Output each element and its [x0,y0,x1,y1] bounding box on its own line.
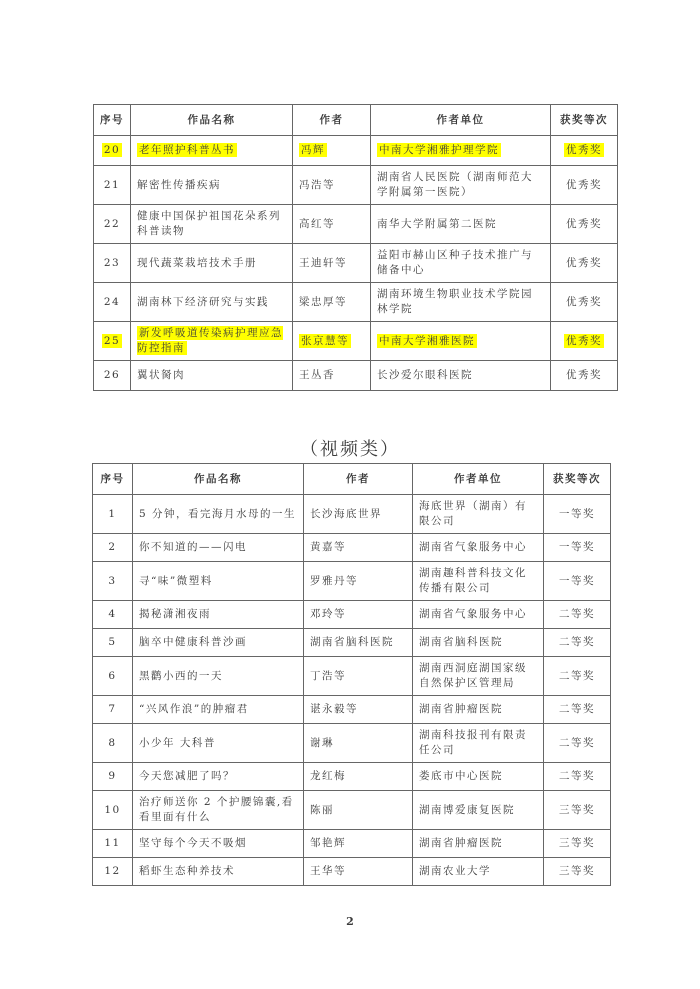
cell-author [293,322,371,361]
cell-text: 湖南省脑科医院 [419,636,503,648]
cell-text: 海底世界（湖南）有限公司 [419,500,527,527]
cell-text: 湖南省人民医院（湖南师范大学附属第一医院） [377,171,533,198]
cell-text: 坚守每个今天不吸烟 [139,837,247,849]
cell-unit [371,283,551,322]
cell-unit [413,657,544,696]
table-row [93,657,611,696]
cell-award [551,136,618,166]
cell-author [293,244,371,283]
cell-text: 今天您减肥了吗？ [139,770,235,782]
table-row [93,601,611,629]
cell-text: 湖南趣科普科技文化传播有限公司 [419,567,527,594]
cell-text: 1 [108,507,117,520]
cell-text: 谌永毅等 [310,703,358,715]
cell-text: 优秀奖 [566,295,602,308]
cell-text: 2 [108,541,117,553]
cell-author [304,562,413,601]
table-row [93,696,611,724]
cell-text: 优秀奖 [566,369,602,381]
cell-text: 南华大学附属第二医院 [377,217,497,230]
cell-award [544,601,611,629]
cell-title [133,657,304,696]
cell-text: “兴风作浪”的肿瘤君 [139,703,249,715]
table-row [93,562,611,601]
cell-text: 5 [108,636,117,648]
cell-award [544,657,611,696]
cell-text: 优秀奖 [566,217,602,230]
cell-unit [413,858,544,886]
cell-award [551,205,618,244]
cell-title [133,696,304,724]
highlighted-text: 20 [103,144,121,156]
cell-title [133,858,304,886]
cell-text: 黑鹳小西的一天 [139,669,223,682]
cell-award [544,763,611,791]
cell-text: 小少年 大科普 [139,736,216,749]
cell-award [551,322,618,361]
highlighted-text: 老年照护科普丛书 [139,144,235,156]
cell-no [93,562,133,601]
table-row [93,858,611,886]
cell-unit [413,696,544,724]
cell-text: 6 [108,669,117,682]
cell-author [304,791,413,830]
cell-text: 谢琳 [310,736,334,749]
cell-text: 黄嘉等 [310,541,346,553]
cell-text: 12 [104,865,121,877]
cell-text: 优秀奖 [566,256,602,269]
cell-author [304,495,413,534]
awards-table-reading-category-continued [93,104,618,391]
cell-text: 翼状胬肉 [137,369,185,381]
table-row [94,166,618,205]
highlighted-text: 中南大学湘雅护理学院 [379,144,499,156]
highlighted-text: 25 [103,334,121,347]
table-row [93,629,611,657]
cell-unit [413,791,544,830]
cell-author [304,763,413,791]
cell-unit [413,724,544,763]
cell-text: 治疗师送你 2 个护腰锦囊,看看里面有什么 [139,796,294,823]
highlighted-text: 优秀奖 [566,144,602,156]
table-row [94,361,618,391]
cell-text: 湖南省肿瘤医院 [419,703,503,715]
cell-text: 21 [103,178,121,191]
cell-text: 揭秘潇湘夜雨 [139,608,211,620]
cell-no [93,830,133,858]
cell-title [131,166,293,205]
cell-text: 邓玲等 [310,608,346,620]
column-header: 作者单位 [413,464,544,495]
cell-no [93,858,133,886]
cell-award [551,244,618,283]
cell-title [131,283,293,322]
cell-text: 26 [103,369,121,381]
cell-award [551,166,618,205]
cell-no [94,244,131,283]
cell-text: 8 [108,736,117,749]
section-title-video-category: （视频类） [300,439,400,460]
cell-award [551,361,618,391]
cell-unit [413,562,544,601]
cell-no [94,205,131,244]
cell-text: 湖南省气象服务中心 [419,541,527,553]
cell-text: 24 [103,295,121,308]
highlighted-text: 张京慧等 [301,334,349,347]
cell-no [93,534,133,562]
cell-author [293,361,371,391]
cell-text: 健康中国保护祖国花朵系列科普读物 [137,210,281,237]
cell-title [131,322,293,361]
cell-unit [371,136,551,166]
table-row [93,791,611,830]
cell-award [551,283,618,322]
cell-no [94,361,131,391]
cell-award [544,562,611,601]
table-row [94,244,618,283]
cell-text: 一等奖 [559,541,595,553]
cell-text: 3 [108,574,117,587]
cell-text: 二等奖 [559,736,595,749]
cell-text: 11 [104,837,121,849]
table-row [93,724,611,763]
cell-no [93,495,133,534]
cell-award [544,858,611,886]
column-header: 作者 [293,105,371,136]
cell-text: 湖南农业大学 [419,865,491,877]
table-row [94,283,618,322]
cell-text: 王丛香 [299,369,335,381]
column-header: 序号 [94,105,131,136]
cell-title [131,361,293,391]
cell-title [133,601,304,629]
cell-title [133,724,304,763]
cell-title [131,244,293,283]
cell-no [94,283,131,322]
cell-award [544,724,611,763]
cell-text: 龙红梅 [310,770,346,782]
column-header: 获奖等次 [544,464,611,495]
column-header: 获奖等次 [551,105,618,136]
cell-text: 二等奖 [559,770,595,782]
column-header: 作品名称 [133,464,304,495]
cell-text: 7 [108,703,117,715]
cell-text: 陈丽 [310,803,334,816]
cell-award [544,791,611,830]
cell-text: 丁浩等 [310,669,346,682]
cell-text: 二等奖 [559,703,595,715]
cell-text: 湖南省气象服务中心 [419,608,527,620]
cell-text: 湖南省肿瘤医院 [419,837,503,849]
cell-award [544,495,611,534]
cell-no [94,136,131,166]
table-row [93,534,611,562]
cell-award [544,534,611,562]
cell-title [131,205,293,244]
cell-text: 梁忠厚等 [299,295,347,308]
cell-text: 邹艳辉 [310,837,346,849]
cell-text: 长沙爱尔眼科医院 [377,369,473,381]
table-row [93,763,611,791]
cell-text: 优秀奖 [566,178,602,191]
cell-title [133,791,304,830]
cell-text: 湖南科技报刊有限责任公司 [419,729,527,756]
cell-award [544,629,611,657]
cell-unit [413,534,544,562]
column-header: 作品名称 [131,105,293,136]
cell-unit [371,361,551,391]
cell-unit [413,629,544,657]
cell-title [131,136,293,166]
cell-text: 22 [103,217,121,230]
column-header: 作者单位 [371,105,551,136]
cell-text: 三等奖 [559,803,595,816]
cell-text: 你不知道的——闪电 [139,541,247,553]
cell-text: 5 分钟，看完海月水母的一生 [139,507,297,520]
cell-author [304,830,413,858]
cell-no [94,322,131,361]
cell-text: 湖南省脑科医院 [310,636,394,648]
cell-title [133,562,304,601]
highlighted-text: 中南大学湘雅医院 [379,334,475,347]
cell-text: 稻虾生态种养技术 [139,865,235,877]
cell-text: 湖南环境生物职业技术学院园林学院 [377,288,533,315]
cell-text: 长沙海底世界 [310,507,382,520]
cell-text: 二等奖 [559,636,595,648]
cell-award [544,830,611,858]
cell-text: 10 [104,803,121,816]
cell-author [293,166,371,205]
cell-unit [413,830,544,858]
cell-no [93,629,133,657]
cell-text: 脑卒中健康科普沙画 [139,636,247,648]
highlighted-text: 新发呼吸道传染病护理应急防控指南 [137,327,283,354]
cell-no [93,601,133,629]
cell-text: 王迪轩等 [299,256,347,269]
cell-unit [371,244,551,283]
cell-text: 娄底市中心医院 [419,770,503,782]
cell-unit [371,322,551,361]
cell-text: 解密性传播疾病 [137,178,221,191]
cell-text: 9 [108,770,117,782]
cell-unit [371,205,551,244]
cell-text: 二等奖 [559,608,595,620]
cell-text: 罗雅丹等 [310,574,358,587]
cell-no [93,791,133,830]
cell-unit [413,601,544,629]
header-row [93,464,611,495]
page-number: 2 [346,915,354,928]
table-row [93,830,611,858]
cell-unit [413,763,544,791]
cell-text: 寻“味”微塑料 [139,574,213,587]
cell-text: 湖南林下经济研究与实践 [137,295,269,308]
cell-text: 一等奖 [559,507,595,520]
cell-author [293,283,371,322]
cell-text: 高红等 [299,217,335,230]
cell-author [304,724,413,763]
cell-author [304,858,413,886]
highlighted-text: 冯辉 [301,144,325,156]
table-row [94,136,618,166]
cell-text: 王华等 [310,865,346,877]
table-row [94,322,618,361]
column-header: 序号 [93,464,133,495]
cell-unit [371,166,551,205]
cell-title [133,629,304,657]
cell-no [94,166,131,205]
cell-title [133,495,304,534]
cell-no [93,696,133,724]
table-row [93,495,611,534]
cell-title [133,534,304,562]
cell-text: 湖南西洞庭湖国家级自然保护区管理局 [419,662,527,689]
cell-no [93,657,133,696]
cell-text: 二等奖 [559,669,595,682]
awards-table-video-category [92,463,611,886]
cell-text: 4 [108,608,117,620]
cell-award [544,696,611,724]
cell-author [293,205,371,244]
cell-text: 一等奖 [559,574,595,587]
cell-author [293,136,371,166]
cell-no [93,763,133,791]
cell-text: 冯浩等 [299,178,335,191]
cell-title [133,830,304,858]
highlighted-text: 优秀奖 [566,334,602,347]
cell-author [304,534,413,562]
cell-text: 三等奖 [559,865,595,877]
cell-no [93,724,133,763]
cell-title [133,763,304,791]
cell-text: 益阳市赫山区种子技术推广与储备中心 [377,249,533,276]
cell-text: 湖南博爱康复医院 [419,803,515,816]
cell-author [304,696,413,724]
table-row [94,205,618,244]
cell-text: 现代蔬菜栽培技术手册 [137,256,257,269]
cell-unit [413,495,544,534]
cell-author [304,601,413,629]
cell-author [304,629,413,657]
cell-text: 23 [103,256,121,269]
cell-author [304,657,413,696]
header-row [94,105,618,136]
cell-text: 三等奖 [559,837,595,849]
column-header: 作者 [304,464,413,495]
